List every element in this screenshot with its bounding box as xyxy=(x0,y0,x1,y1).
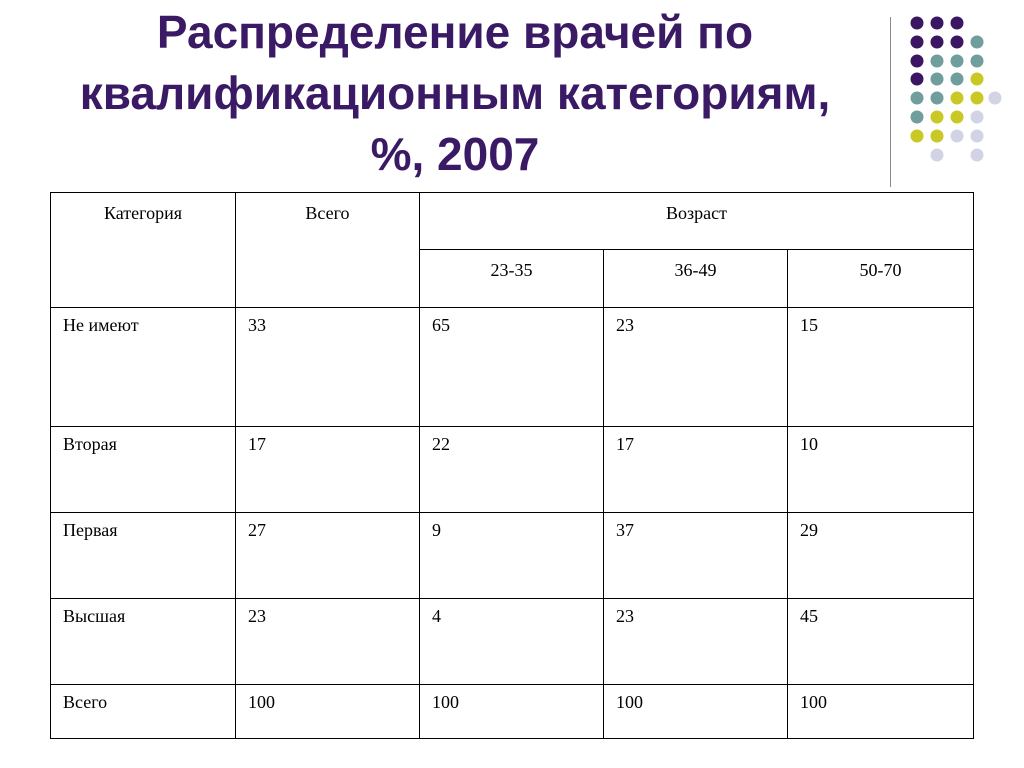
decor-dot xyxy=(951,73,964,86)
decor-dot xyxy=(931,55,944,68)
decor-dot xyxy=(911,111,924,124)
table-cell: 17 xyxy=(604,427,788,513)
decor-dot xyxy=(931,111,944,124)
table-cell: 100 xyxy=(604,685,788,739)
table-cell: 9 xyxy=(420,513,604,599)
header-category: Категория xyxy=(51,193,236,308)
table-cell: 22 xyxy=(420,427,604,513)
row-label: Не имеют xyxy=(51,308,236,427)
decor-dot xyxy=(931,149,944,162)
header-age-group: 50-70 xyxy=(788,250,974,308)
decor-dot xyxy=(931,73,944,86)
title-line-1: Распределение врачей по xyxy=(156,6,754,58)
decor-dot xyxy=(971,130,984,143)
qualification-table xyxy=(50,192,974,739)
row-label: Вторая xyxy=(51,427,236,513)
decor-dot xyxy=(971,73,984,86)
decor-dot xyxy=(931,130,944,143)
table-cell: 45 xyxy=(788,599,974,685)
decor-dot xyxy=(951,55,964,68)
decor-dot xyxy=(951,130,964,143)
decor-dot xyxy=(951,17,964,30)
decor-dot xyxy=(931,36,944,49)
table-cell: 23 xyxy=(236,599,420,685)
table-row xyxy=(51,513,974,599)
decor-dot xyxy=(931,17,944,30)
title-line-3: %, 2007 xyxy=(370,128,540,180)
row-label: Высшая xyxy=(51,599,236,685)
table-cell: 37 xyxy=(604,513,788,599)
table-row xyxy=(51,599,974,685)
header-total: Всего xyxy=(236,193,420,308)
decor-dot xyxy=(951,111,964,124)
header-age-group: 23-35 xyxy=(420,250,604,308)
decor-dot xyxy=(971,92,984,105)
decor-dot xyxy=(971,149,984,162)
table-cell: 15 xyxy=(788,308,974,427)
table-cell: 23 xyxy=(604,599,788,685)
table-cell: 10 xyxy=(788,427,974,513)
row-label: Всего xyxy=(51,685,236,739)
table-cell: 29 xyxy=(788,513,974,599)
table-row xyxy=(51,427,974,513)
table-cell: 100 xyxy=(236,685,420,739)
decor-dot xyxy=(931,92,944,105)
table-cell: 17 xyxy=(236,427,420,513)
table-cell: 33 xyxy=(236,308,420,427)
header-age-group: 36-49 xyxy=(604,250,788,308)
decor-dot xyxy=(971,55,984,68)
table-cell: 100 xyxy=(788,685,974,739)
decor-dot xyxy=(971,36,984,49)
table-row xyxy=(51,308,974,427)
table-cell: 23 xyxy=(604,308,788,427)
decor-dot xyxy=(911,55,924,68)
decor-dot xyxy=(911,73,924,86)
vertical-divider xyxy=(890,17,891,187)
decor-dot xyxy=(989,92,1002,105)
slide-title xyxy=(20,2,890,185)
table-cell: 27 xyxy=(236,513,420,599)
table-header-row xyxy=(51,193,974,250)
header-age: Возраст xyxy=(420,193,974,250)
table-row-total xyxy=(51,685,974,739)
decor-dot xyxy=(951,36,964,49)
decor-dot xyxy=(911,36,924,49)
row-label: Первая xyxy=(51,513,236,599)
title-line-2: квалификационным категориям, xyxy=(79,67,831,119)
decor-dot xyxy=(911,17,924,30)
decor-dot xyxy=(911,92,924,105)
decor-dot xyxy=(911,130,924,143)
table-cell: 4 xyxy=(420,599,604,685)
decor-dot xyxy=(971,111,984,124)
decor-dot xyxy=(951,92,964,105)
table-cell: 100 xyxy=(420,685,604,739)
table-cell: 65 xyxy=(420,308,604,427)
